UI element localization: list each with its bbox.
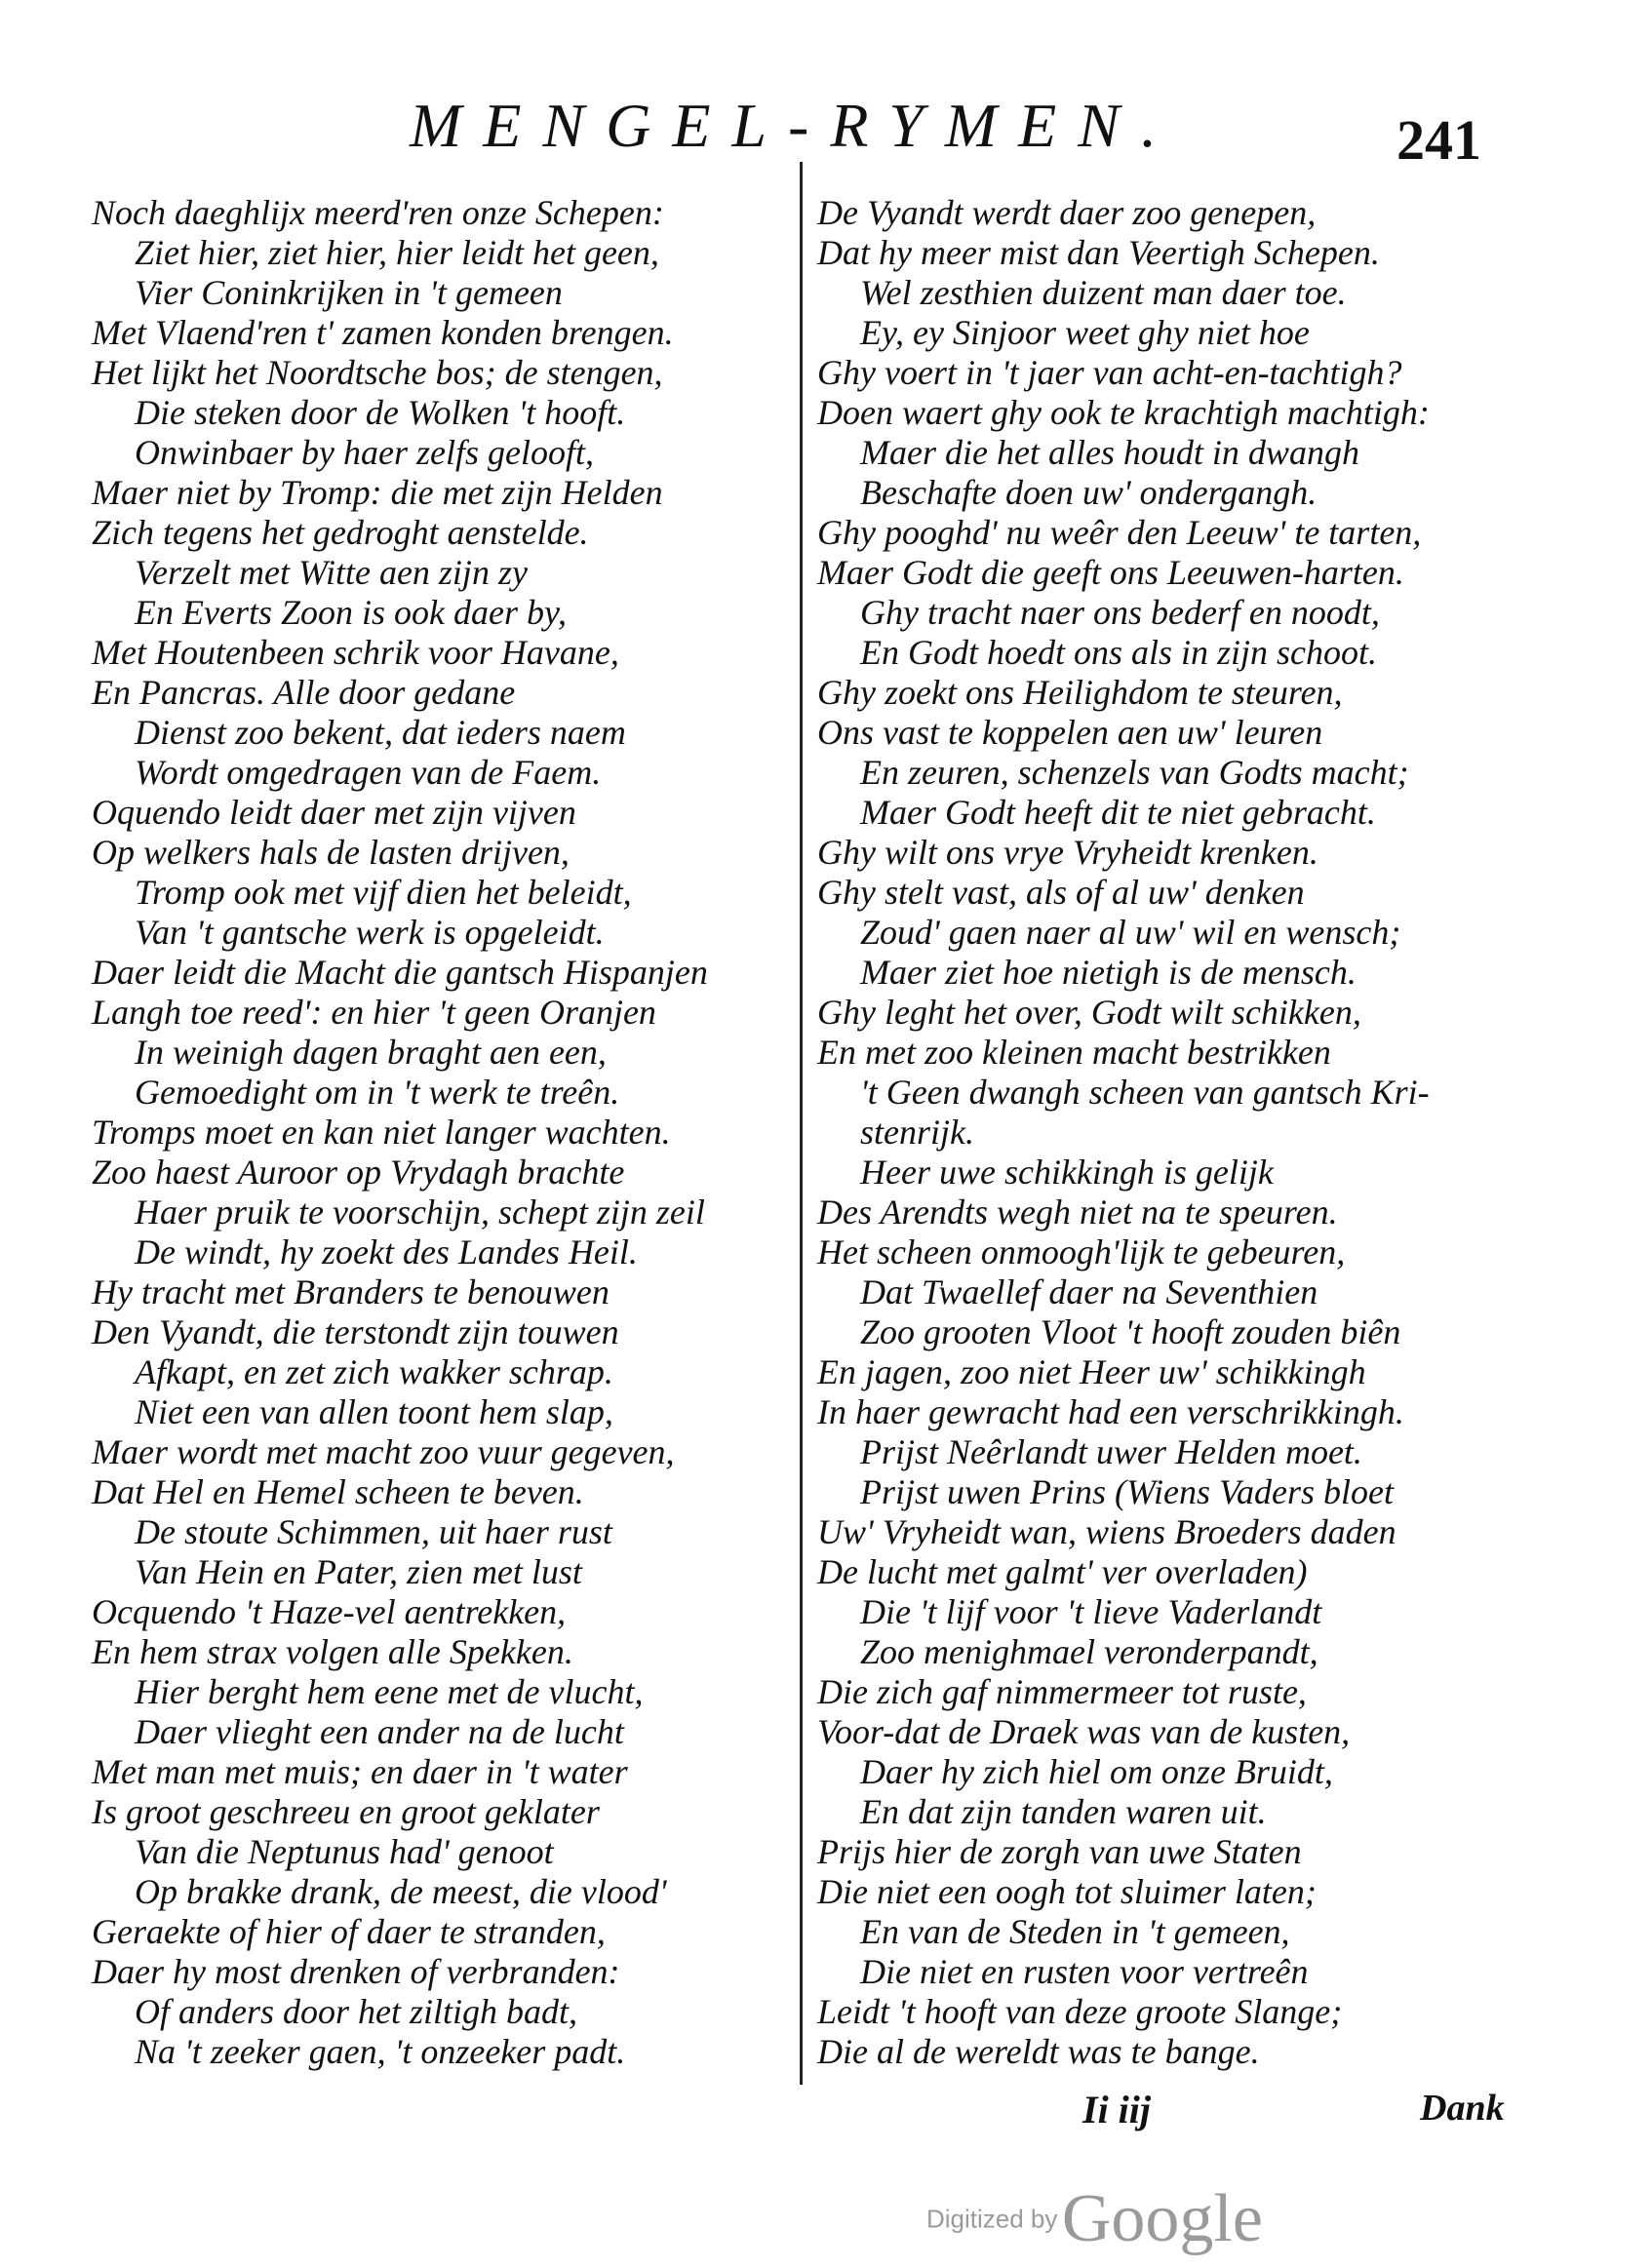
verse-line: Afkapt, en zet zich wakker schrap. [135,1352,613,1391]
verse-line: Of anders door het ziltigh badt, [135,1992,578,2031]
verse-line: Op welkers hals de lasten drijven, [92,833,570,872]
verse-line: Uw' Vryheidt wan, wiens Broeders daden [817,1512,1396,1551]
verse-line: Dienst zoo bekent, dat ieders naem [135,713,626,752]
verse-line: Prijs hier de zorgh van uwe Staten [817,1832,1302,1871]
verse-line: Onwinbaer by haer zelfs gelooft, [135,433,594,472]
verse-line: Daer leidt die Macht die gantsch Hispanjen [92,953,708,992]
verse-line: Van die Neptunus had' genoot [135,1832,554,1871]
verse-line: Maer niet by Tromp: die met zijn Helden [92,473,663,512]
verse-line: In haer gewracht had een verschrikkingh. [817,1392,1404,1431]
verse-line: En Everts Zoon is ook daer by, [135,593,567,632]
verse-line: Maer Godt heeft dit te niet gebracht. [860,793,1376,832]
verse-line: Maer die het alles houdt in dwangh [860,433,1359,472]
verse-line: Ghy voert in 't jaer van acht-en-tachtigh? [817,353,1402,392]
verse-line: Daer vlieght een ander na de lucht [135,1712,624,1751]
verse-line: Des Arendts wegh niet na te speuren. [817,1193,1338,1232]
verse-line: Tromp ook met vijf dien het beleidt, [135,873,632,912]
verse-line: Zoo grooten Vloot 't hooft zouden biên [860,1312,1401,1351]
verse-line: Noch daeghlijx meerd'ren onze Schepen: [92,193,664,232]
verse-line: En Godt hoedt ons als in zijn schoot. [860,633,1377,672]
verse-line: Op brakke drank, de meest, die vlood' [135,1872,667,1911]
verse-line: Verzelt met Witte aen zijn zy [135,553,528,592]
verse-line: Die zich gaf nimmermeer tot ruste, [817,1672,1307,1711]
verse-line: Beschafte doen uw' ondergangh. [860,473,1318,512]
catchword: Dank [1420,2088,1505,2129]
page-number: 241 [1396,108,1481,172]
verse-line: Hier berght hem eene met de vlucht, [135,1672,644,1711]
verse-line: En Pancras. Alle door gedane [92,673,516,712]
verse-line: Prijst Neêrlandt uwer Helden moet. [860,1432,1362,1471]
watermark-prefix: Digitized by [926,2204,1058,2234]
verse-line: Geraekte of hier of daer te stranden, [92,1912,606,1951]
verse-line: Met Vlaend'ren t' zamen konden brengen. [92,313,674,352]
verse-line: En jagen, zoo niet Heer uw' schikkingh [817,1352,1366,1391]
verse-line: En hem strax volgen alle Spekken. [92,1632,573,1671]
verse-line: stenrijk. [860,1113,974,1152]
verse-line: Heer uwe schikkingh is gelijk [860,1153,1274,1192]
verse-line: Van Hein en Pater, zien met lust [135,1552,582,1591]
verse-line: Tromps moet en kan niet langer wachten. [92,1113,671,1152]
verse-line: Prijst uwen Prins (Wiens Vaders bloet [860,1472,1394,1511]
verse-line: Maer wordt met macht zoo vuur gegeven, [92,1432,675,1471]
verse-line: 't Geen dwangh scheen van gantsch Kri- [860,1073,1430,1112]
verse-line: Het scheen onmoogh'lijk te gebeuren, [817,1232,1346,1271]
verse-line: Gemoedight om in 't werk te treên. [135,1073,620,1112]
verse-line: Hy tracht met Branders te benouwen [92,1272,610,1311]
verse-line: Die niet en rusten voor vertreên [860,1952,1309,1991]
verse-line: En van de Steden in 't gemeen, [860,1912,1290,1951]
verse-line: Haer pruik te voorschijn, schept zijn zeil [135,1193,705,1232]
verse-line: Zoo menighmael veronderpandt, [860,1632,1318,1671]
verse-line: Daer hy zich hiel om onze Bruidt, [860,1752,1333,1791]
verse-line: Zich tegens het gedroght aenstelde. [92,513,589,552]
verse-line: Met Houtenbeen schrik voor Havane, [92,633,619,672]
verse-line: Vier Coninkrijken in 't gemeen [135,273,563,312]
verse-line: Ghy wilt ons vrye Vryheidt krenken. [817,833,1318,872]
verse-line: Die steken door de Wolken 't hooft. [135,393,626,432]
verse-line: Niet een van allen toont hem slap, [135,1392,613,1431]
verse-line: Ghy pooghd' nu weêr den Leeuw' te tarten, [817,513,1422,552]
verse-line: Maer Godt die geeft ons Leeuwen-harten. [817,553,1404,592]
verse-line: Ghy zoekt ons Heilighdom te steuren, [817,673,1343,712]
verse-line: Ziet hier, ziet hier, hier leidt het geen, [135,233,659,272]
verse-line: Dat Hel en Hemel scheen te beven. [92,1472,584,1511]
verse-line: Die al de wereldt was te bange. [817,2032,1260,2071]
verse-line: Maer ziet hoe nietigh is de mensch. [860,953,1357,992]
running-title: MENGEL-RYMEN. [410,91,1178,160]
verse-line: Langh toe reed': en hier 't geen Oranjen [92,993,656,1032]
verse-line: De Vyandt werdt daer zoo genepen, [817,193,1317,232]
verse-line: Wel zesthien duizent man daer toe. [860,273,1347,312]
verse-line: Daer hy most drenken of verbranden: [92,1952,620,1991]
verse-line: Het lijkt het Noordtsche bos; de stengen, [92,353,663,392]
verse-line: De stoute Schimmen, uit haer rust [135,1512,612,1551]
verse-line: De windt, hy zoekt des Landes Heil. [135,1232,638,1271]
verse-line: Zoud' gaen naer al uw' wil en wensch; [860,913,1401,952]
verse-line: Voor-dat de Draek was van de kusten, [817,1712,1351,1751]
right-column [817,193,1519,2072]
verse-line: Doen waert ghy ook te krachtigh machtigh: [817,393,1430,432]
signature-mark: Ii iij [1082,2088,1152,2131]
verse-line: Zoo haest Auroor op Vrydagh brachte [92,1153,625,1192]
digitized-watermark [926,2180,1263,2258]
verse-line: Dat Twaellef daer na Seventhien [860,1272,1318,1311]
verse-line: En met zoo kleinen macht bestrikken [817,1033,1331,1072]
verse-line: En dat zijn tanden waren uit. [860,1792,1267,1831]
verse-line: De lucht met galmt' ver overladen) [817,1552,1308,1591]
verse-line: Die niet een oogh tot sluimer laten; [817,1872,1317,1911]
verse-line: Is groot geschreeu en groot geklater [92,1792,600,1831]
verse-line: Ghy tracht naer ons bederf en noodt, [860,593,1380,632]
verse-line: Wordt omgedragen van de Faem. [135,753,602,792]
verse-line: Oquendo leidt daer met zijn vijven [92,793,576,832]
verse-line: Met man met muis; en daer in 't water [92,1752,628,1791]
verse-line: Van 't gantsche werk is opgeleidt. [135,913,605,952]
verse-line: Ghy stelt vast, als of al uw' denken [817,873,1305,912]
verse-line: Ghy leght het over, Godt wilt schikken, [817,993,1361,1032]
verse-line: Na 't zeeker gaen, 't onzeeker padt. [135,2032,626,2071]
watermark-brand: Google [1061,2181,1263,2256]
verse-line: Die 't lijf voor 't lieve Vaderlandt [860,1592,1322,1631]
verse-line: Ey, ey Sinjoor weet ghy niet hoe [860,313,1310,352]
verse-line: Dat hy meer mist dan Veertigh Schepen. [817,233,1380,272]
left-column [92,193,804,2072]
verse-line: En zeuren, schenzels van Godts macht; [860,753,1409,792]
verse-line: Den Vyandt, die terstondt zijn touwen [92,1312,619,1351]
verse-line: Ons vast te koppelen aen uw' leuren [817,713,1323,752]
verse-line: Ocquendo 't Haze-vel aentrekken, [92,1592,567,1631]
verse-line: In weinigh dagen braght aen een, [135,1033,607,1072]
verse-line: Leidt 't hooft van deze groote Slange; [817,1992,1343,2031]
